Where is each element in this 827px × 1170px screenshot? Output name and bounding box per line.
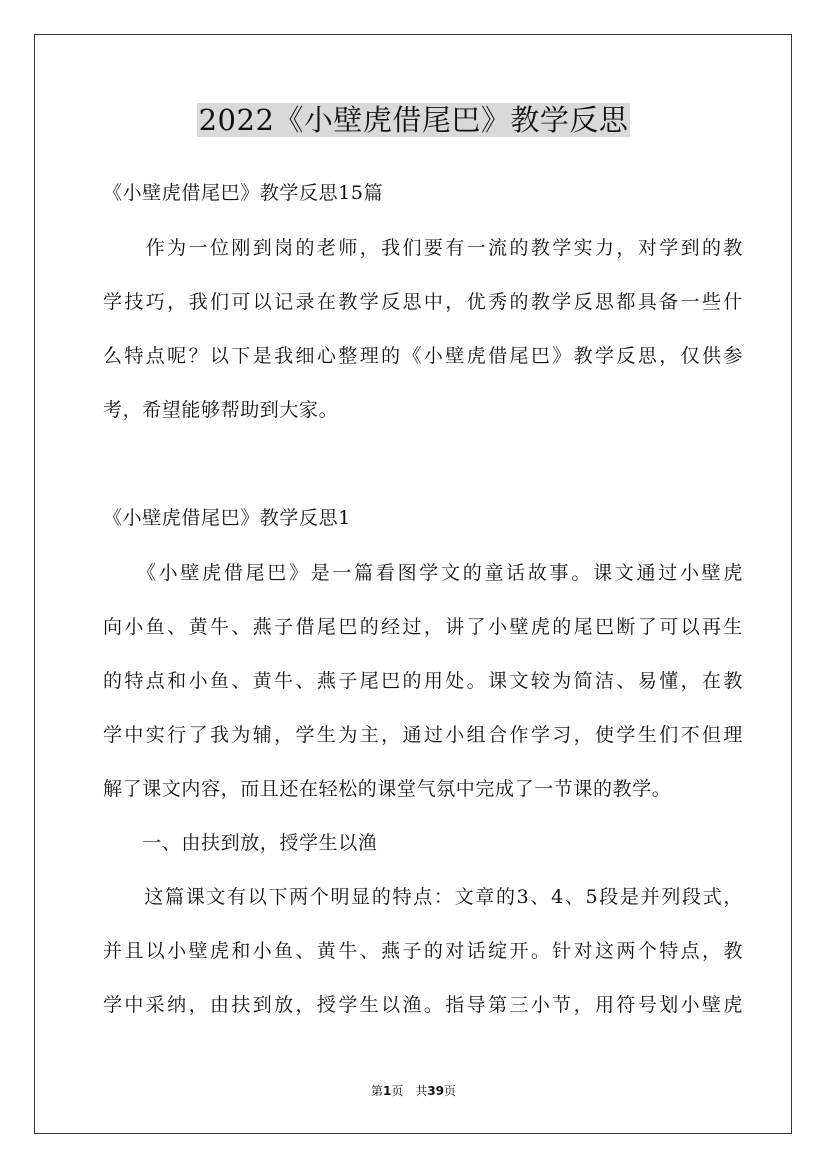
page-current: 1 [382, 1084, 392, 1098]
paragraph-line: 么特点呢？以下是我细心整理的《小壁虎借尾巴》教学反思，仅供参 [103, 345, 743, 367]
paragraph-line: 考，希望能够帮助到大家。 [103, 399, 339, 421]
section-heading: 《小壁虎借尾巴》教学反思1 [103, 507, 351, 529]
page-total: 39 [427, 1084, 445, 1098]
page-prefix: 第 [370, 1084, 383, 1098]
document-title [0, 100, 827, 140]
section-heading: 《小壁虎借尾巴》教学反思15篇 [103, 182, 384, 204]
paragraph-line: 学中实行了我为辅，学生为主，通过小组合作学习，使学生们不但理 [103, 724, 743, 746]
paragraph-line: 《小壁虎借尾巴》是一篇看图学文的童话故事。课文通过小壁虎 [103, 562, 743, 584]
paragraph-line: 向小鱼、黄牛、燕子借尾巴的经过，讲了小壁虎的尾巴断了可以再生 [103, 616, 743, 638]
paragraph-line: 解了课文内容，而且还在轻松的课堂气氛中完成了一节课的教学。 [103, 778, 672, 800]
paragraph-line: 的特点和小鱼、黄牛、燕子尾巴的用处。课文较为简洁、易懂，在教 [103, 670, 743, 692]
paragraph-line: 学中采纳，由扶到放，授学生以渔。指导第三小节，用符号划小壁虎 [103, 994, 743, 1016]
paragraph-line: 这篇课文有以下两个明显的特点：文章的3、4、5段是并列段式， [103, 886, 743, 908]
page-mid: 页 共 [391, 1084, 428, 1098]
document-title-text: 2022《小壁虎借尾巴》教学反思 [198, 103, 629, 137]
page-footer [0, 1083, 827, 1099]
paragraph-line: 作为一位刚到岗的老师，我们要有一流的教学实力，对学到的教 [103, 237, 743, 259]
paragraph-line: 学技巧，我们可以记录在教学反思中，优秀的教学反思都具备一些什 [103, 291, 743, 313]
paragraph-line: 并且以小壁虎和小鱼、黄牛、燕子的对话绽开。针对这两个特点，教 [103, 940, 743, 962]
page-suffix: 页 [444, 1084, 457, 1098]
subsection-heading: 一、由扶到放，授学生以渔 [103, 832, 378, 854]
